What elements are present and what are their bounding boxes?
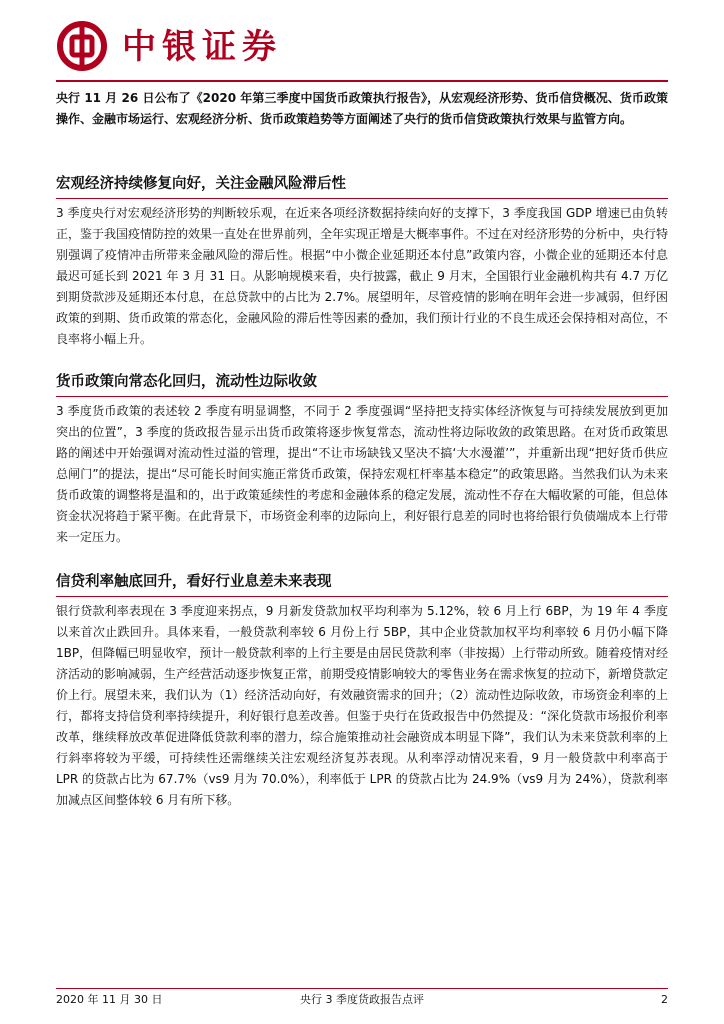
section-heading-credit-rates: 信贷利率触底回升，看好行业息差未来表现 <box>56 572 668 597</box>
section-heading-monetary-policy: 货币政策向常态化回归，流动性边际收敛 <box>56 372 668 397</box>
page-header <box>56 20 668 76</box>
bank-of-china-logo-icon <box>56 20 108 72</box>
page-number: 2 <box>661 993 668 1006</box>
intro-paragraph: 央行 11 月 26 日公布了《2020 年第三季度中国货币政策执行报告》，从宏观经济形势、货币信贷概况、货币政策操作、金融市场运行、宏观经济分析、货币政策趋势等方面阐述了央行的货币信贷政策执行效果与监管方向。 <box>56 91 668 126</box>
brand-name: 中银证券 <box>122 27 282 67</box>
section-body-macro: 3 季度央行对宏观经济形势的判断较乐观，在近来各项经济数据持续向好的支撑下，3 季度我国 GDP 增速已由负转正，鉴于我国疫情防控的效果一直处在世界前列，全年实现正增是大概率事件。不过在对经济形势的分析中，央行特别强调了疫情冲击所带来金融风险的滞后性。根据“中小微企业延期还本付息”政策内容，小微企业的延期还本付息最迟可延长到 2021 年 3 月 31 日。从影响规模来看，央行披露，截止 9 月末，全国银行业金融机构共有 4.7 万亿到期贷款涉及延期还本付息，在总贷款中的占比为 2.7%。展望明年，尽管疫情的影响在明年会进一步减弱，但纾困政策的到期、货币政策的常态化，金融风险的滞后性等因素的叠加，我们预计行业的不良生成还会保持相对高位，不良率将小幅上升。 <box>56 206 669 346</box>
section-body-monetary-policy: 3 季度货币政策的表述较 2 季度有明显调整，不同于 2 季度强调“坚持把支持实体经济恢复与可持续发展放到更加突出的位置”，3 季度的货政报告显示出货币政策将逐步恢复常态，流动性将边际收敛的政策思路。在对货币政策思路的阐述中开始强调对流动性过溢的管理，提出“不让市场缺钱又坚决不搞‘大水漫灌’”，并重新出现“把好货币供应总闸门”的提法，提出“尽可能长时间实施正常货币政策，保持宏观杠杆率基本稳定”的政策思路。当然我们认为未来货币政策的调整将是温和的，出于政策延续性的考虑和金融体系的稳定发展，流动性不存在大幅收紧的可能，但总体资金状况将趋于紧平衡。在此背景下，市场资金利率的边际向上，利好银行息差的同时也将给银行负债端成本上行带来一定压力。 <box>56 404 669 544</box>
footer-date: 2020 年 11 月 30 日 <box>56 993 163 1006</box>
section-heading-macro: 宏观经济持续修复向好，关注金融风险滞后性 <box>56 174 668 199</box>
footer-divider <box>56 988 668 989</box>
section-body-credit-rates: 银行贷款利率表现在 3 季度迎来拐点，9 月新发贷款加权平均利率为 5.12%，较 6 月上行 6BP，为 19 年 4 季度以来首次止跌回升。具体来看，一般贷款利率较 6 月份上行 5BP，其中企业贷款加权平均利率较 6 月仍小幅下降 1BP，但降幅已明显收窄，预计一般贷款利率的上行主要是由居民贷款利率（非按揭）上行带动所致。随着疫情对经济活动的影响减弱，生产经营活动逐步恢复正常，前期受疫情影响较大的零售业务在需求恢复的拉动下，新增贷款定价上行。展望未来，我们认为（1）经济活动向好，有效融资需求的回升；（2）流动性边际收敛，市场资金利率的上行，都将支持信贷利率持续提升，利好银行息差改善。但鉴于央行在货政报告中仍然提及：“深化贷款市场报价利率改革，继续释放改革促进降低贷款利率的潜力，综合施策推动社会融资成本明显下降”，我们认为未来贷款利率的上行斜率将较为平缓，可持续性还需继续关注宏观经济复苏表现。从利率浮动情况来看，9 月一般贷款中利率高于 LPR 的贷款占比为 67.7%（vs9 月为 70.0%），利率低于 LPR 的贷款占比为 24.9%（vs9 月为 24%），贷款利率加减点区间整体较 6 月有所下移。 <box>56 604 669 807</box>
footer-doc-title: 央行 3 季度货政报告点评 <box>300 993 424 1006</box>
header-divider <box>56 80 668 82</box>
